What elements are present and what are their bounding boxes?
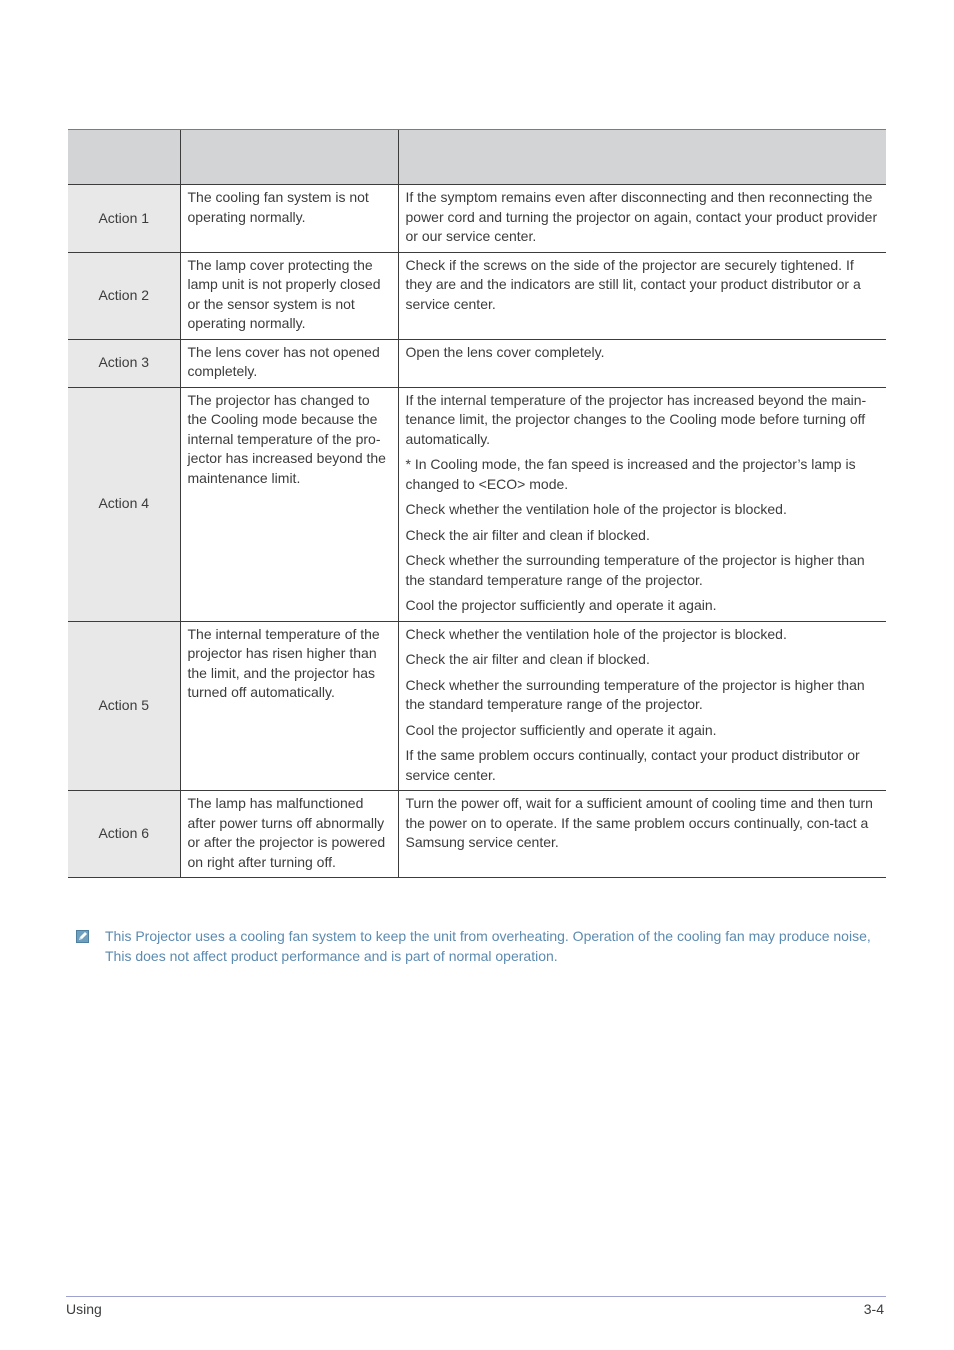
solution-text: Check whether the surrounding temperature of the projector is higher than the standard temperature range of the projector. [405,552,865,588]
cause-text: The internal temperature of the projector has risen higher than the limit, and the projector has turned off automatically. [180,621,398,791]
solution-cell [398,339,886,387]
table-row [68,791,886,878]
action-label: Action 5 [68,621,180,791]
solution-text: Check whether the ventilation hole of the projector is blocked. [405,625,787,642]
cause-text: The lens cover has not opened completely. [180,339,398,387]
troubleshooting-table [68,129,886,878]
solution-text: Turn the power off, wait for a sufficient amount of cooling time and then turn the power on to operate. If the same problem occurs continually, con-tact a Samsung service center. [405,795,873,850]
header-cell [398,130,886,185]
solution-text: * In Cooling mode, the fan speed is increased and the projector’s lamp is changed to <ECO> mode. [405,456,856,492]
cause-text: The projector has changed to the Cooling mode because the internal temperature of the pro-jector has increased beyond the maintenance limit. [180,387,398,621]
action-label: Action 3 [68,339,180,387]
footer-page-number: 3-4 [863,1301,884,1317]
action-label: Action 6 [68,791,180,878]
solution-text: If the internal temperature of the projector has increased beyond the main-tenance limit, the projector changes to the Cooling mode before turning off automatically. [405,391,867,447]
table-row [68,621,886,791]
solution-cell [398,252,886,339]
footer-section-title: Using [66,1301,102,1317]
solution-text: If the symptom remains even after disconnecting and then reconnecting the power cord and turning the projector on again, contact your product provider or our service center. [405,189,878,244]
header-cell [180,130,398,185]
solution-cell [398,621,886,791]
solution-text: Check whether the ventilation hole of the projector is blocked. [405,501,787,517]
table-row [68,339,886,387]
header-cell [68,130,180,185]
solution-cell [398,387,886,621]
table-header-row [68,130,886,185]
table-row [68,252,886,339]
action-label: Action 4 [68,387,180,621]
table-row [68,387,886,621]
solution-text: Check the air filter and clean if blocked. [405,651,650,667]
solution-cell [398,791,886,878]
solution-text: Cool the projector sufficiently and operate it again. [405,721,717,738]
cause-text: The cooling fan system is not operating normally. [180,185,398,253]
solution-text: Cool the projector sufficiently and operate it again. [405,597,717,613]
table-row [68,185,886,253]
cause-text: The lamp cover protecting the lamp unit is not properly closed or the sensor system is not operating normally. [180,252,398,339]
footer-divider [66,1296,886,1297]
note-box [76,927,886,966]
cause-text: The lamp has malfunctioned after power turns off abnormally or after the projector is powered on right after turning off. [180,791,398,878]
note-icon [76,930,89,943]
solution-text: Open the lens cover completely. [405,343,605,360]
note-text: This Projector uses a cooling fan system to keep the unit from overheating. Operation of the cooling fan may produce noise, This does not affect product performance and is part of normal operation. [105,928,871,964]
action-label: Action 1 [68,185,180,253]
solution-text: Check the air filter and clean if blocked. [405,526,650,543]
solution-text: Check whether the surrounding temperature of the projector is higher than the standard temperature range of the projector. [405,676,865,712]
solution-text: If the same problem occurs continually, contact your product distributor or service center. [405,747,860,783]
solution-cell [398,185,886,253]
solution-text: Check if the screws on the side of the projector are securely tightened. If they are and the indicators are still lit, contact your product distributor or a service center. [405,256,861,312]
action-label: Action 2 [68,252,180,339]
